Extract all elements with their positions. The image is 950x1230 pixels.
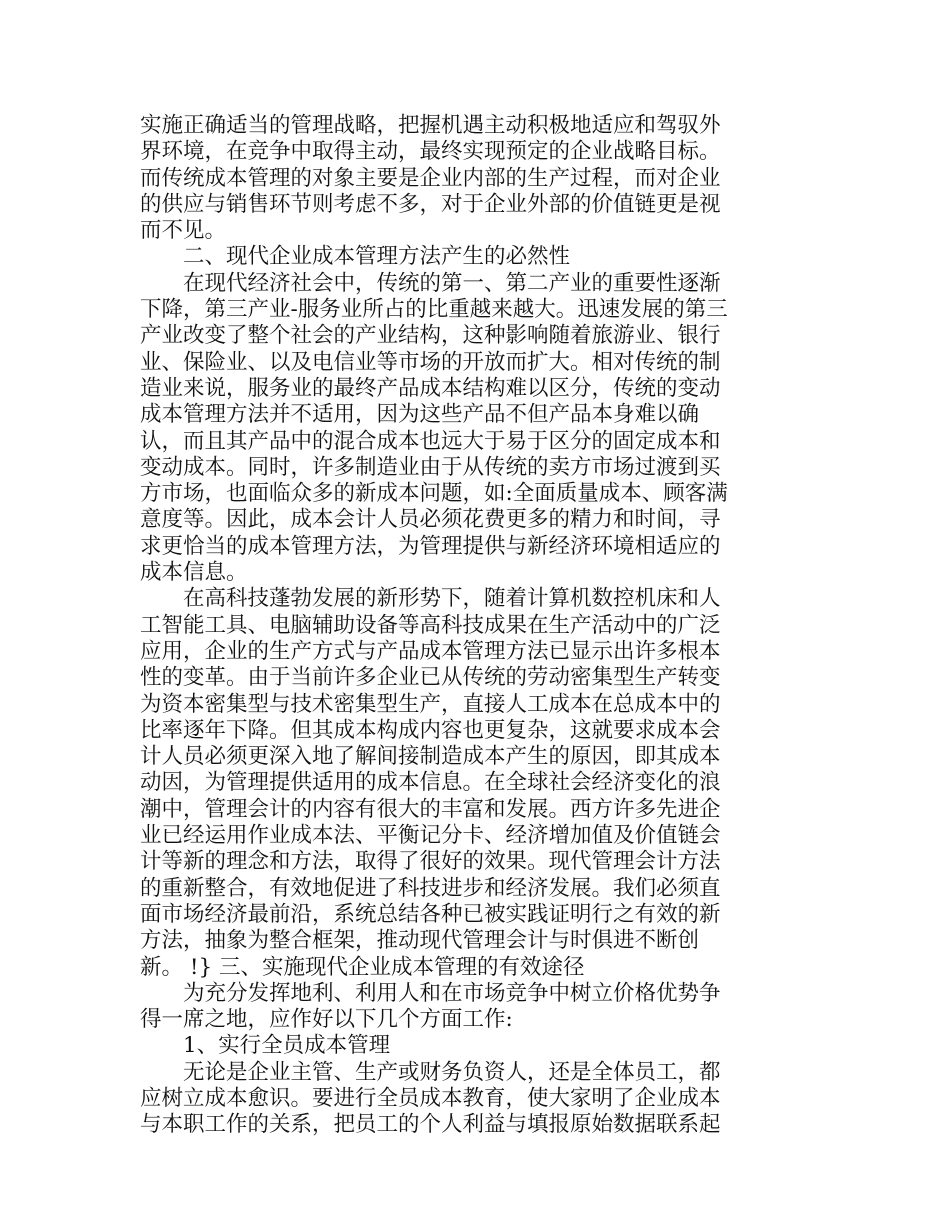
text-line: 在高科技蓬勃发展的新形势下，随着计算机数控机床和人 — [183, 586, 721, 612]
text-line: 下降，第三产业-服务业所占的比重越来越大。迅速发展的第三 — [140, 297, 728, 323]
text-line: 在现代经济社会中，传统的第一、第二产业的重要性逐渐 — [183, 270, 721, 296]
text-line: 计等新的理念和方法，取得了很好的效果。现代管理会计方法 — [140, 849, 721, 875]
text-line: 实施正确适当的管理战略，把握机遇主动积极地适应和驾驭外 — [140, 113, 721, 138]
text-line: 计人员必须更深入地了解间接制造成本产生的原因，即其成本 — [140, 744, 721, 770]
text-line: 二、现代企业成本管理方法产生的必然性 — [183, 244, 571, 270]
text-line: 方市场，也面临众多的新成本问题，如:全面质量成本、顾客满 — [140, 481, 728, 507]
text-line: 而不见。 — [140, 218, 227, 244]
text-line: 产业改变了整个社会的产业结构，这种影响随着旅游业、银行 — [140, 323, 721, 349]
text-line: 工智能工具、电脑辅助设备等高科技成果在生产活动中的广泛 — [140, 612, 721, 638]
text-line: 而传统成本管理的对象主要是企业内部的生产过程，而对企业 — [140, 165, 721, 191]
text-line: 1、实行全员成本管理 — [183, 1033, 391, 1059]
text-line: 性的变革。由于当前许多企业已从传统的劳动密集型生产转变 — [140, 665, 721, 691]
text-line: 的重新整合，有效地促进了科技进步和经济发展。我们必须直 — [140, 875, 721, 901]
text-line: 无论是企业主管、生产或财务负资人，还是全体员工，都 — [183, 1059, 721, 1085]
text-line: 业、保险业、以及电信业等市场的开放而扩大。相对传统的制 — [140, 349, 721, 375]
text-line: 业已经运用作业成本法、平衡记分卡、经济增加值及价值链会 — [140, 823, 721, 849]
text-line: 变动成本。同时，许多制造业由于从传统的卖方市场过渡到买 — [140, 454, 721, 480]
text-line: 比率逐年下降。但其成本构成内容也更复杂，这就要求成本会 — [140, 717, 721, 743]
text-line: 动因，为管理提供适用的成本信息。在全球社会经济变化的浪 — [140, 770, 721, 796]
text-line: 得一席之地，应作好以下几个方面工作: — [140, 1007, 513, 1033]
text-line: 界环境，在竞争中取得主动，最终实现预定的企业战略目标。 — [140, 139, 721, 165]
text-line: 面市场经济最前沿，系统总结各种已被实践证明行之有效的新 — [140, 901, 721, 927]
text-line: 成本管理方法并不适用，因为这些产品不但产品本身难以确 — [140, 402, 700, 428]
text-line: 意度等。因此，成本会计人员必须花费更多的精力和时间，寻 — [140, 507, 721, 533]
text-line: 应用，企业的生产方式与产品成本管理方法已显示出许多根本 — [140, 638, 721, 664]
text-line: 新。 !} 三、实施现代企业成本管理的有效途径 — [140, 954, 585, 980]
text-line: 认，而且其产品中的混合成本也远大于易于区分的固定成本和 — [140, 428, 721, 454]
text-line: 潮中，管理会计的内容有很大的丰富和发展。西方许多先进企 — [140, 796, 721, 822]
text-line: 为资本密集型与技术密集型生产，直接人工成本在总成本中的 — [140, 691, 721, 717]
document-body — [140, 113, 740, 1139]
text-line: 成本信息。 — [140, 560, 248, 586]
text-line: 的供应与销售环节则考虑不多，对于企业外部的价值链更是视 — [140, 191, 721, 217]
text-line: 应树立成本愈识。要进行全员成本教育，使大家明了企业成本 — [140, 1085, 721, 1111]
text-line: 方法，抽象为整合框架，推动现代管理会计与时俱进不断创 — [140, 928, 700, 954]
text-line: 求更恰当的成本管理方法，为管理提供与新经济环境相适应的 — [140, 533, 721, 559]
text-line: 为充分发挥地利、利用人和在市场竞争中树立价格优势争 — [183, 980, 721, 1006]
text-line: 与本职工作的关系，把员工的个人利益与填报原始数据联系起 — [140, 1112, 721, 1138]
text-line: 造业来说，服务业的最终产品成本结构难以区分，传统的变动 — [140, 375, 721, 401]
